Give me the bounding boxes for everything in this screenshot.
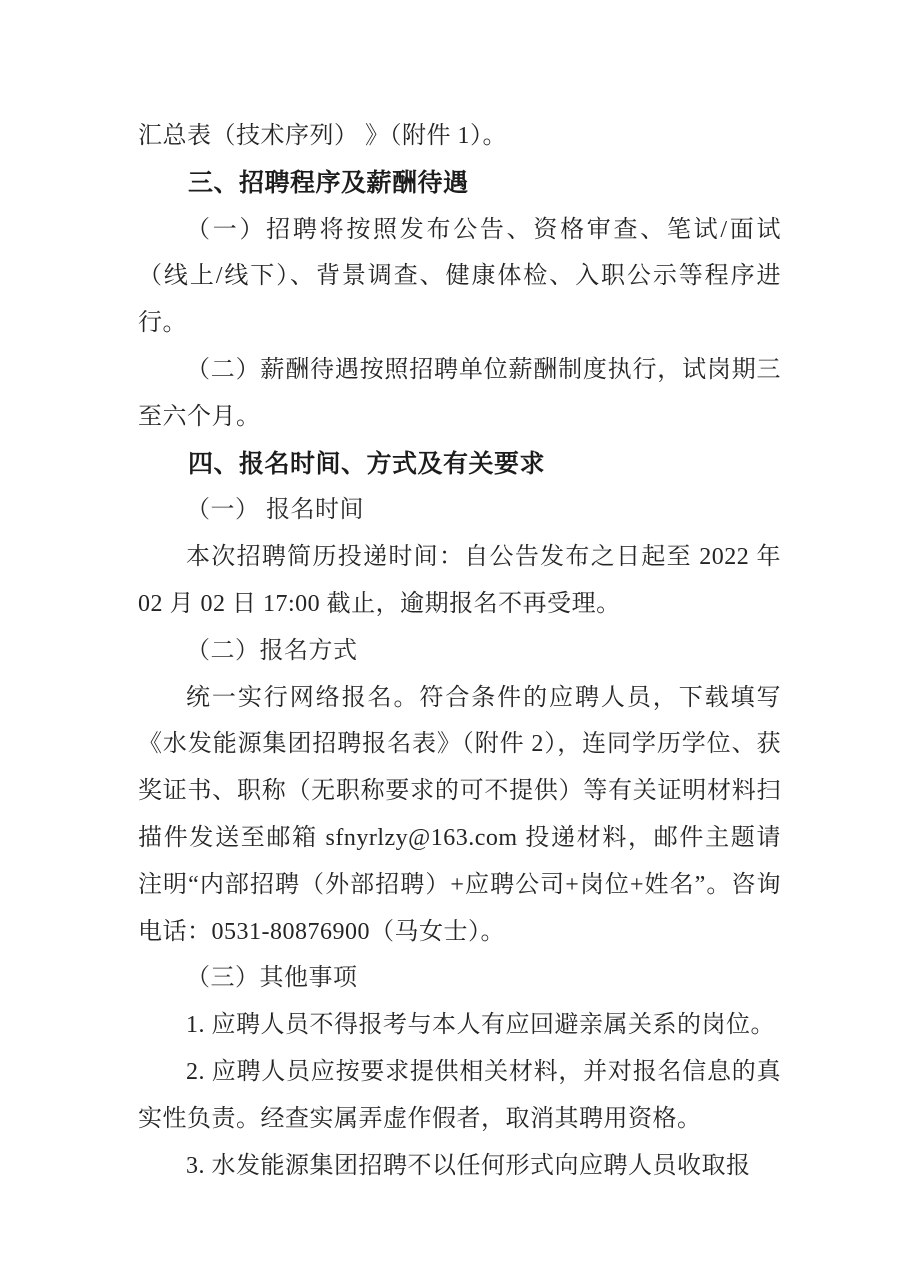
document-body — [138, 113, 781, 1189]
section-heading: 四、报名时间、方式及有关要求 — [188, 449, 546, 478]
sub-section-heading: （一） 报名时间 — [186, 497, 364, 524]
body-paragraph: 3. 水发能源集团招聘不以任何形式向应聘人员收取报 — [186, 1152, 751, 1179]
body-paragraph: （一）招聘将按照发布公告、资格审查、笔试/面试（线上/线下）、背景调查、健康体检、入职公示等程序进行。 — [138, 216, 781, 337]
sub-section-heading: （三）其他事项 — [186, 965, 358, 992]
sub-section-heading: （二）报名方式 — [186, 637, 358, 664]
continuation-line: 汇总表（技术序列） 》（附件 1）。 — [138, 123, 507, 149]
body-paragraph: （二）薪酬待遇按照招聘单位薪酬制度执行，试岗期三至六个月。 — [138, 356, 781, 430]
section-heading: 三、招聘程序及薪酬待遇 — [188, 168, 469, 197]
body-paragraph: 1. 应聘人员不得报考与本人有应回避亲属关系的岗位。 — [186, 1012, 775, 1039]
body-paragraph: 本次招聘简历投递时间：自公告发布之日起至 2022 年 02 月 02 日 17:00 截止，逾期报名不再受理。 — [138, 544, 781, 617]
body-paragraph: 统一实行网络报名。符合条件的应聘人员，下载填写《水发能源集团招聘报名表》（附件 2），连同学历学位、获奖证书、职称（无职称要求的可不提供）等有关证明材料扫描件发送至邮箱 sfnyrlzy@163.com 投递材料，邮件主题请注明“内部招聘（外部招聘）+应聘公司+岗位+姓名”。咨询电话：0531-80876900（马女士）。 — [138, 684, 781, 945]
body-paragraph: 2. 应聘人员应按要求提供相关材料，并对报名信息的真实性负责。经查实属弄虚作假者，取消其聘用资格。 — [138, 1058, 781, 1132]
